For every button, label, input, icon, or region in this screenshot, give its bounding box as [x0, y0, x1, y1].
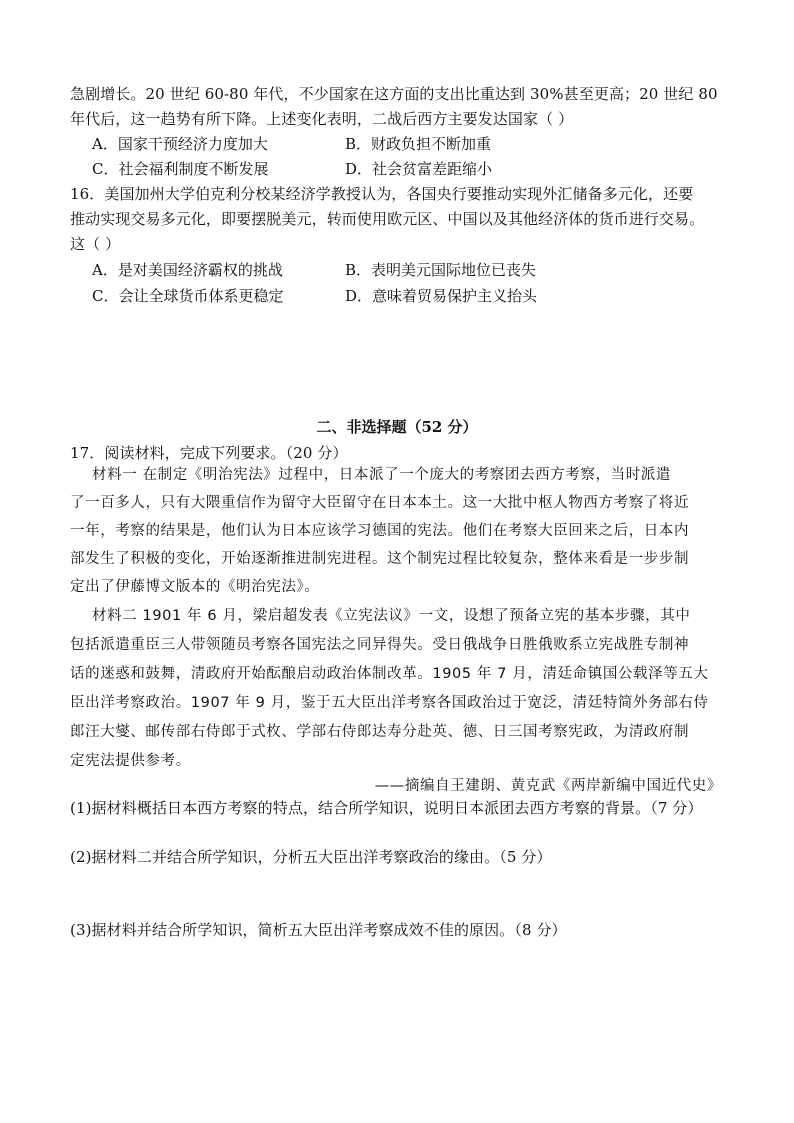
q16-option-d: D．意味着贸易保护主义抬头: [345, 287, 538, 305]
material1-line-4: 部发生了积极的变化，开始逐渐推进制宪进程。这个制宪过程比较复杂，整体来看是一步步制: [70, 551, 690, 567]
q17-sub-question-2: (2)据材料二并结合所学知识，分析五大臣出洋考察政治的缘由。（5 分）: [70, 848, 552, 866]
q16-option-a: A．是对美国经济霸权的挑战: [92, 261, 283, 279]
q15-option-d: D．社会贫富差距缩小: [345, 160, 493, 178]
q16-stem-line-1: 16．美国加州大学伯克利分校某经济学教授认为，各国央行要推动实现外汇储备多元化，还要: [70, 185, 694, 203]
q15-option-a: A．国家干预经济力度加大: [92, 135, 268, 153]
q16-option-c: C．会让全球货币体系更稳定: [92, 287, 284, 305]
q16-stem-line-3: 这（ ）: [70, 235, 121, 253]
section-title: 二、非选择题（52 分）: [316, 418, 478, 436]
material1-line-1: 材料一 在制定《明治宪法》过程中，日本派了一个庞大的考察团去西方考察，当时派遣: [92, 467, 672, 483]
q16-stem-line-2: 推动实现交易多元化，即要摆脱美元，转而使用欧元区、中国以及其他经济体的货币进行交易。: [70, 210, 705, 228]
q16-option-b: B．表明美元国际地位已丧失: [345, 261, 537, 279]
material1-line-5: 定出了伊藤博文版本的《明治宪法》。: [70, 579, 320, 595]
material2-line-3: 话的迷惑和鼓舞，清政府开始酝酿启动政治体制改革。1905 年 7 月，清廷命镇国公载泽等五大: [70, 666, 709, 682]
material2-line-4: 臣出洋考察政治。1907 年 9 月，鉴于五大臣出洋考察各国政治过于宽泛，清廷特简外务部右侍: [70, 695, 709, 711]
q15-stem-line-2: 年代后，这一趋势有所下降。上述变化表明，二战后西方主要发达国家（ ）: [70, 110, 574, 128]
q17-intro: 17．阅读材料，完成下列要求。（20 分）: [70, 444, 348, 462]
q15-stem-line-1: 急剧增长。20 世纪 60-80 年代，不少国家在这方面的支出比重达到 30%甚至更高；20 世纪 80: [70, 85, 718, 103]
q15-option-c: C．社会福利制度不断发展: [92, 160, 269, 178]
material2-line-5: 郎汪大燮、邮传部右侍郎于式枚、学部右侍郎达寿分赴英、德、日三国考察宪政，为清政府制: [70, 724, 690, 740]
q17-sub-question-1: (1)据材料概括日本西方考察的特点，结合所学知识，说明日本派团去西方考察的背景。（7 分）: [70, 799, 703, 817]
material2-line-6: 定宪法提供参考。: [70, 753, 191, 769]
q15-option-b: B．财政负担不断加重: [345, 135, 492, 153]
material2-line-1: 材料二 1901 年 6 月，梁启超发表《立宪法议》一文，设想了预备立宪的基本步骤，其中: [92, 608, 691, 624]
material1-line-3: 一年，考察的结果是，他们认为日本应该学习德国的宪法。他们在考察大臣回来之后，日本内: [70, 523, 690, 539]
material1-line-2: 了一百多人，只有大隈重信作为留守大臣留守在日本本土。这一大批中枢人物西方考察了将近: [70, 495, 690, 511]
material-source: ——摘编自王建朗、黄克武《两岸新编中国近代史》: [374, 778, 722, 794]
material2-line-2: 包括派遣重臣三人带领随员考察各国宪法之同异得失。受日俄战争日胜俄败系立宪战胜专制神: [70, 637, 690, 653]
q17-sub-question-3: (3)据材料并结合所学知识，简析五大臣出洋考察成效不佳的原因。（8 分）: [70, 921, 567, 939]
